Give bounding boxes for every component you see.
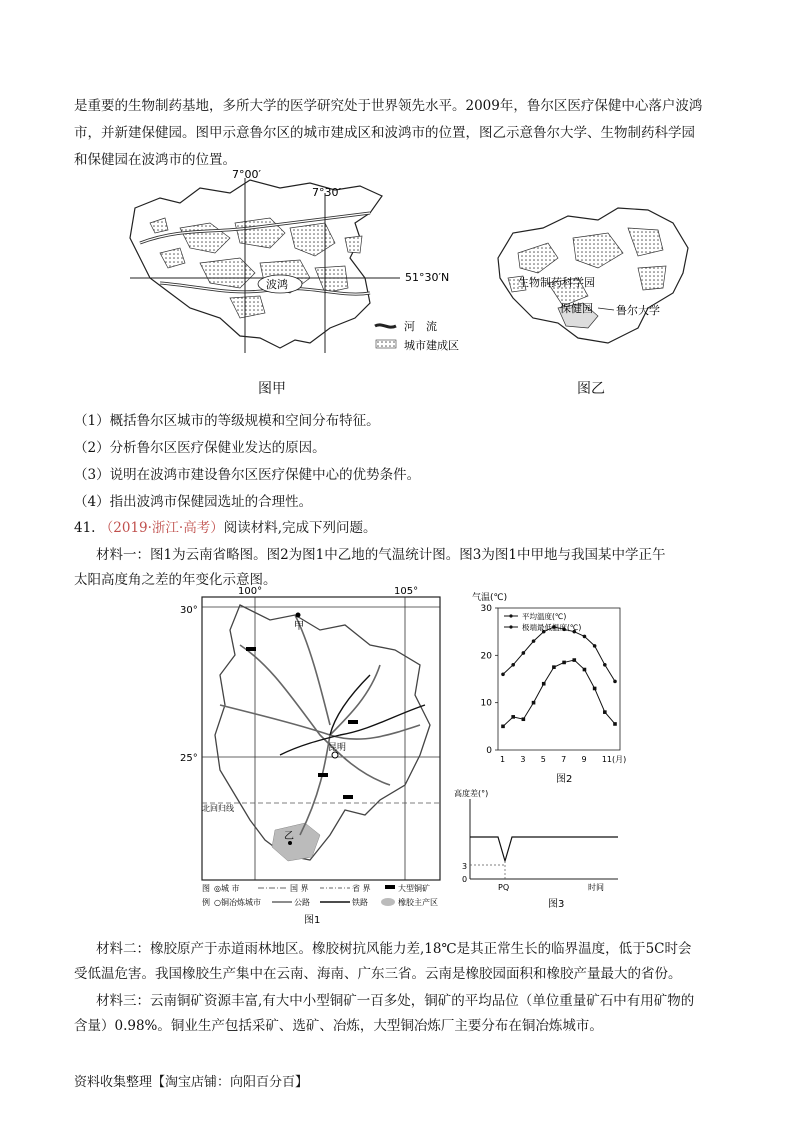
- lon-7-00: 7°00′: [232, 168, 261, 181]
- question-41-header: [74, 516, 377, 536]
- chart2-point: [522, 651, 526, 655]
- chart2-point: [603, 663, 607, 667]
- chart3-ytick-0: 0: [462, 875, 468, 884]
- legend-tu: 图: [202, 884, 210, 893]
- chart2-point: [511, 663, 515, 667]
- material3-line-1: 材料三：云南铜矿资源丰富,有大中小型铜矿一百多处，铜矿的平均品位（单位重量矿石中有用矿物的: [96, 993, 695, 1009]
- question-4: （4）指出波鸿市保健园选址的合理性。: [74, 494, 313, 510]
- chart2-xtick-label: 7: [561, 755, 567, 764]
- material3-line-2: 含量）0.98%。铜业生产包括采矿、选矿、冶炼，大型铜冶炼厂主要分布在铜冶炼城市。: [74, 1018, 603, 1034]
- chart2-legend-label: 平均温度(℃): [522, 612, 567, 621]
- legend-smelter-city: ○铜冶炼城市: [214, 898, 261, 907]
- legend-city: ◎城 市: [214, 884, 240, 893]
- chart2-point: [501, 725, 505, 729]
- legend-copper-mine: 大型铜矿: [398, 884, 430, 893]
- chart2-point: [552, 665, 556, 669]
- chart3-xtick-pq: PQ: [498, 883, 510, 892]
- chart3-ytick-3: 3: [462, 862, 468, 871]
- question-41-source: （2019·浙江·高考）: [99, 520, 224, 536]
- chart2-point: [603, 710, 607, 714]
- chart2-ytick-label: 20: [480, 651, 492, 662]
- figure-1-yunnan-map: [180, 585, 450, 930]
- legend-national-border: 国 界: [290, 884, 309, 893]
- material1-line-2: 太阳高度角之差的年变化示意图。: [74, 572, 277, 588]
- chart2-xtick-label: 11(月): [601, 755, 627, 764]
- chart2-point: [532, 639, 536, 643]
- chart2-point: [522, 717, 526, 721]
- figure-yi-map: [488, 198, 698, 358]
- material1-line-1: 材料一：图1为云南省略图。图2为图1中乙地的气温统计图。图3为图1中甲地与我国某中学正午: [96, 547, 666, 563]
- chart2-ylabel: 气温(℃): [472, 593, 508, 603]
- chart2-point: [613, 680, 617, 684]
- chart2-series-line-1: [503, 660, 615, 726]
- chart2-point: [583, 635, 587, 639]
- fig1-kunming-label: 昆明: [328, 743, 347, 753]
- question-41-number: 41.: [74, 520, 96, 536]
- chart2-ytick-label: 10: [480, 698, 492, 709]
- question-2: （2）分析鲁尔区医疗保健业发达的原因。: [74, 440, 326, 456]
- fig1-lat-30: 30°: [180, 605, 198, 616]
- intro-line-1: 是重要的生物制药基地，多所大学的医学研究处于世界领先水平。2009年，鲁尔区医疗保健中心落户波鸿: [74, 98, 703, 114]
- figure-yi-caption: 图乙: [577, 381, 605, 397]
- chart2-legend-marker: [509, 625, 512, 628]
- chart2-xtick-label: 3: [520, 755, 526, 764]
- chart2-point: [593, 687, 597, 691]
- figure-jia-map: [120, 168, 480, 368]
- chart2-point: [542, 682, 546, 686]
- chart2-xtick-label: 1: [500, 755, 506, 764]
- label-biopharma-park: 生物制药科学园: [518, 276, 595, 289]
- material2-line-2: 受低温危害。我国橡胶生产集中在云南、海南、广东三省。云南是橡胶园面积和橡胶产量最大的省份。: [74, 966, 682, 982]
- legend-province-border: 省 界: [352, 884, 371, 893]
- chart2-point: [572, 658, 576, 662]
- figure-jia-caption: 图甲: [258, 381, 286, 397]
- label-health-park: 保健园: [560, 302, 593, 315]
- chart2-point: [583, 668, 587, 672]
- chart2-ytick-label: 0: [486, 746, 492, 756]
- figure-1-caption: 图1: [304, 915, 321, 926]
- chart2-point: [532, 701, 536, 705]
- fig1-lon-105: 105°: [394, 586, 419, 597]
- chart2-point: [562, 661, 566, 665]
- chart3-caption: 图3: [548, 899, 565, 910]
- chart2-point: [511, 715, 515, 719]
- chart2-point: [501, 672, 505, 676]
- question-3: （3）说明在波鸿市建设鲁尔区医疗保健中心的优势条件。: [74, 467, 421, 483]
- chart2-series-line-2: [503, 627, 615, 681]
- legend-rubber-area: 橡胶主产区: [398, 898, 438, 907]
- intro-line-3: 和保健园在波鸿市的位置。: [74, 152, 236, 168]
- lat-51-30: 51°30′N: [405, 271, 450, 284]
- legend-road: 公路: [294, 898, 310, 907]
- fig1-lon-100: 100°: [238, 586, 263, 597]
- fig1-tropic-label: 北回归线: [202, 804, 234, 813]
- fig1-jia-label: 甲: [294, 621, 304, 632]
- chart2-xtick-label: 5: [540, 755, 546, 764]
- figure-2-temperature-chart: [470, 590, 630, 790]
- chart2-xtick-label: 9: [581, 755, 587, 764]
- chart2-caption: 图2: [556, 774, 573, 785]
- chart3-ylabel: 高度差(°): [454, 789, 489, 798]
- lon-7-30: 7°30′: [312, 186, 341, 199]
- legend-urban: 城市建成区: [404, 339, 459, 352]
- chart2-legend-label: 极端最低温度(℃): [522, 623, 582, 632]
- legend-li: 例: [202, 898, 210, 907]
- fig1-yi-label: 乙: [284, 831, 294, 842]
- chart3-xlabel: 时间: [588, 883, 604, 892]
- question-41-prompt: 阅读材料,完成下列问题。: [223, 520, 377, 536]
- chart2-point: [593, 644, 597, 648]
- footer-source: 资料收集整理【淘宝店铺：向阳百分百】: [74, 1075, 309, 1090]
- figure-3-altitude-diff-chart: [448, 787, 628, 915]
- legend-river: 河 流: [404, 320, 437, 333]
- intro-line-2: 市，并新建保健园。图甲示意鲁尔区的城市建成区和波鸿市的位置，图乙示意鲁尔大学、生物制药科学园: [74, 125, 695, 141]
- question-1: （1）概括鲁尔区城市的等级规模和空间分布特征。: [74, 413, 380, 429]
- chart2-point: [613, 722, 617, 726]
- label-ruhr-university: 鲁尔大学: [616, 304, 660, 317]
- fig1-lat-25: 25°: [180, 753, 198, 764]
- chart2-legend-marker: [509, 614, 512, 617]
- chart3-series-line: [470, 837, 618, 861]
- city-bochum-label: 波鸿: [266, 278, 288, 291]
- chart2-ytick-label: 30: [480, 604, 492, 614]
- legend-railway: 铁路: [352, 898, 368, 907]
- material2-line-1: 材料二：橡胶原产于赤道雨林地区。橡胶树抗风能力差,18℃是其正常生长的临界温度，低于5C时会: [96, 941, 692, 957]
